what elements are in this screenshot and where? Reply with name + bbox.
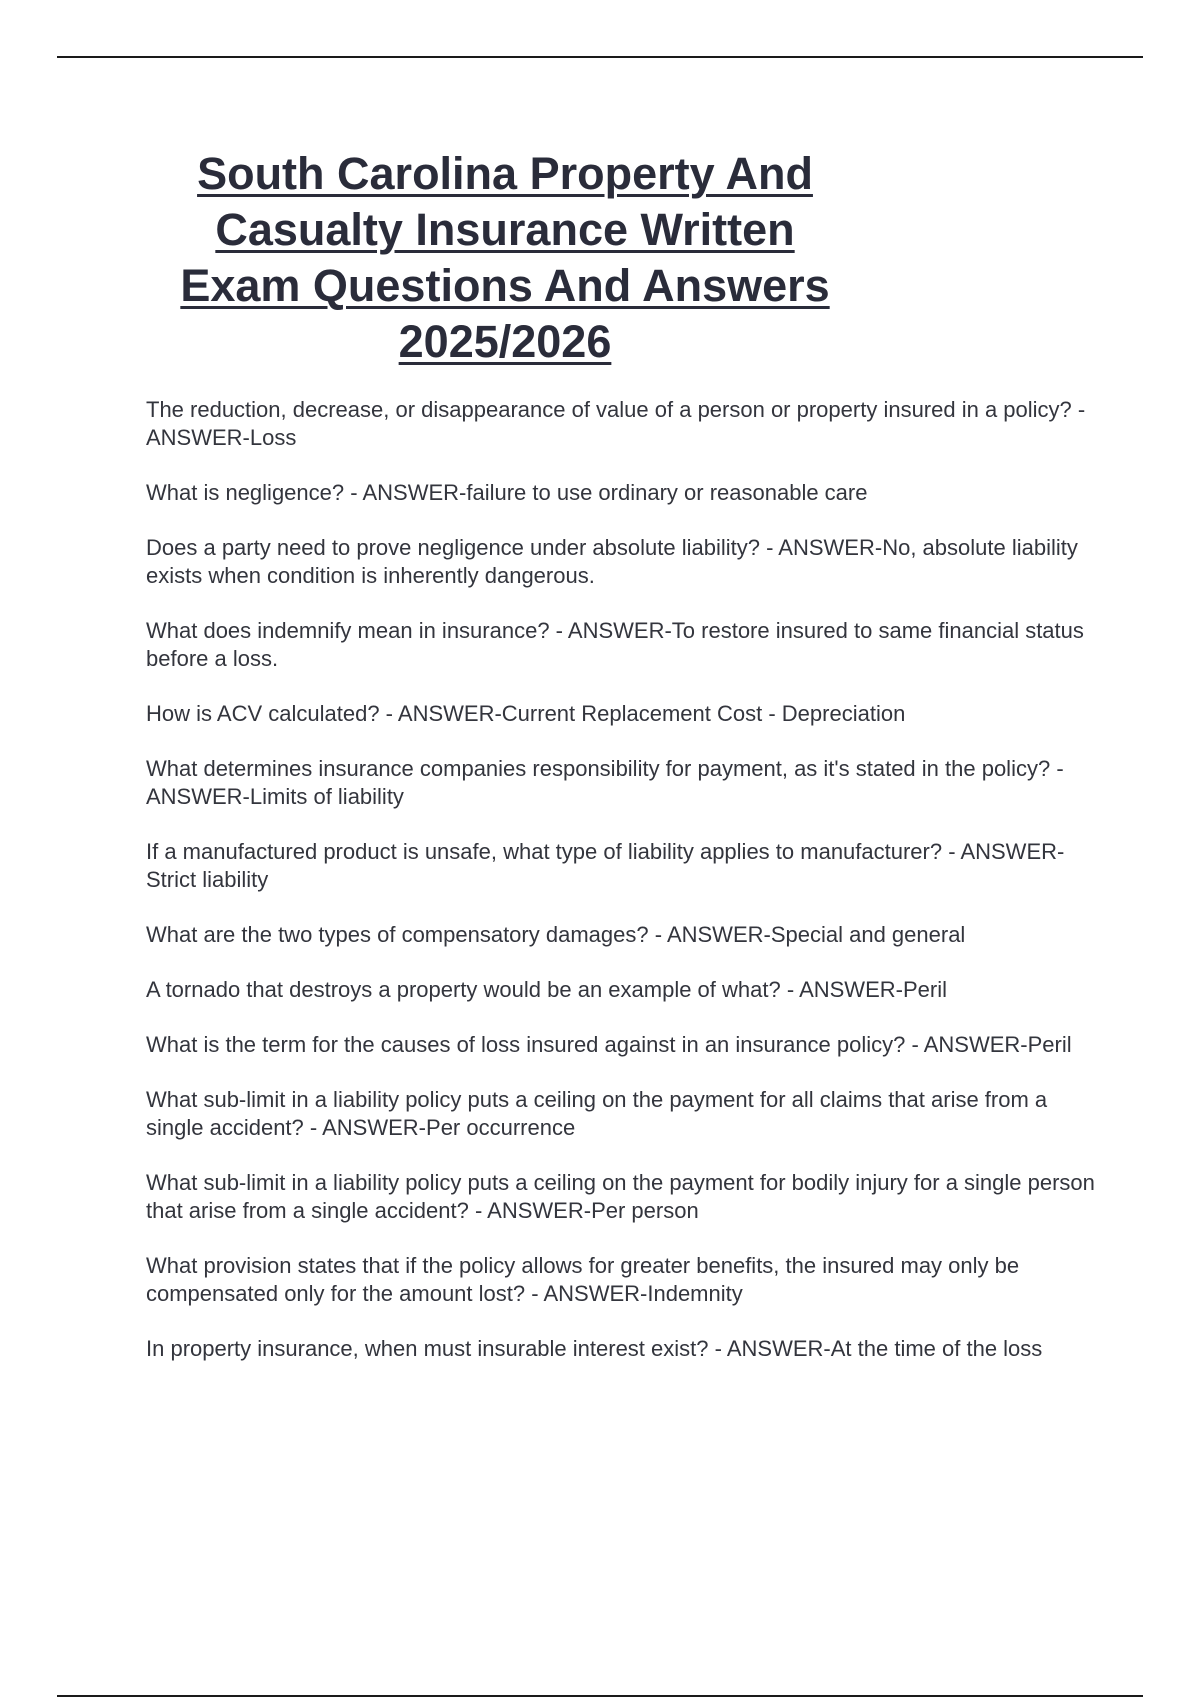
qa-item [146, 921, 1096, 949]
qa-item [146, 1252, 1096, 1308]
qa-item [146, 1169, 1096, 1225]
answer-separator: - ANSWER- [905, 1032, 1028, 1057]
question-text: What is negligence? [146, 480, 345, 505]
question-text: In property insurance, when must insurable interest exist? [146, 1336, 709, 1361]
qa-item [146, 700, 1096, 728]
question-text: If a manufactured product is unsafe, what type of liability applies to manufacturer? [146, 839, 943, 864]
answer-text: Strict liability [146, 867, 269, 892]
document-title [140, 146, 870, 370]
answer-separator: - ANSWER- [344, 480, 467, 505]
answer-text: Indemnity [647, 1281, 743, 1306]
qa-item [146, 617, 1096, 673]
qa-item [146, 1031, 1096, 1059]
answer-text: Peril [1027, 1032, 1072, 1057]
answer-separator: - ANSWER- [780, 977, 903, 1002]
qa-list [146, 396, 1096, 1390]
answer-separator: - ANSWER- [759, 535, 883, 560]
question-text: A tornado that destroys a property would be an example of what? [146, 977, 781, 1002]
answer-separator: - ANSWER- [648, 922, 771, 947]
question-text: What is the term for the causes of loss insured against in an insurance policy? [146, 1032, 906, 1057]
answer-text: Loss [249, 425, 297, 450]
answer-text: Per person [591, 1198, 699, 1223]
answer-text: At the time of the loss [830, 1336, 1043, 1361]
answer-text: Current Replacement Cost - Depreciation [501, 701, 906, 726]
qa-item [146, 838, 1096, 894]
title-line: Casualty Insurance Written [215, 204, 795, 255]
question-text: Does a party need to prove negligence under absolute liability? [146, 535, 760, 560]
answer-separator: - ANSWER- [942, 839, 1065, 864]
qa-item [146, 976, 1096, 1004]
title-line: Exam Questions And Answers [180, 260, 830, 311]
question-text: How is ACV calculated? [146, 701, 380, 726]
answer-separator: - ANSWER- [303, 1115, 427, 1140]
qa-item [146, 1086, 1096, 1142]
answer-separator: - ANSWER- [146, 756, 1064, 809]
question-text: What does indemnify mean in insurance? [146, 618, 550, 643]
top-rule [57, 56, 1143, 58]
answer-text: No, absolute liability exists when condition is inherently dangerous. [146, 535, 1078, 588]
answer-separator: - ANSWER- [525, 1281, 648, 1306]
qa-item [146, 534, 1096, 590]
question-text: What are the two types of compensatory damages? [146, 922, 649, 947]
title-line: South Carolina Property And [197, 148, 813, 199]
qa-item [146, 755, 1096, 811]
bottom-rule [57, 1695, 1143, 1697]
answer-text: Per occurrence [426, 1115, 576, 1140]
question-text: What sub-limit in a liability policy puts a ceiling on the payment for all claims that arise from a single accident? [146, 1087, 1048, 1140]
answer-text: Special and general [770, 922, 966, 947]
answer-text: To restore insured to same financial status before a loss. [146, 618, 1084, 671]
qa-item [146, 396, 1096, 452]
answer-separator: - ANSWER- [146, 397, 1086, 450]
question-text: What determines insurance companies responsibility for payment, as it's stated in the policy? [146, 756, 1051, 781]
question-text: The reduction, decrease, or disappearance of value of a person or property insured in a policy? [146, 397, 1072, 422]
qa-item [146, 1335, 1096, 1363]
answer-text: failure to use ordinary or reasonable care [466, 480, 868, 505]
qa-item [146, 479, 1096, 507]
answer-separator: - ANSWER- [379, 701, 502, 726]
answer-separator: - ANSWER- [549, 618, 672, 643]
answer-text: Limits of liability [249, 784, 404, 809]
title-line: 2025/2026 [398, 316, 612, 367]
answer-separator: - ANSWER- [708, 1336, 831, 1361]
answer-text: Peril [902, 977, 947, 1002]
question-text: What provision states that if the policy allows for greater benefits, the insured may only be compensated only for the amount lost? [146, 1253, 1020, 1306]
question-text: What sub-limit in a liability policy puts a ceiling on the payment for bodily injury for a single person that arise from a single accident? [146, 1170, 1095, 1223]
answer-separator: - ANSWER- [468, 1198, 592, 1223]
